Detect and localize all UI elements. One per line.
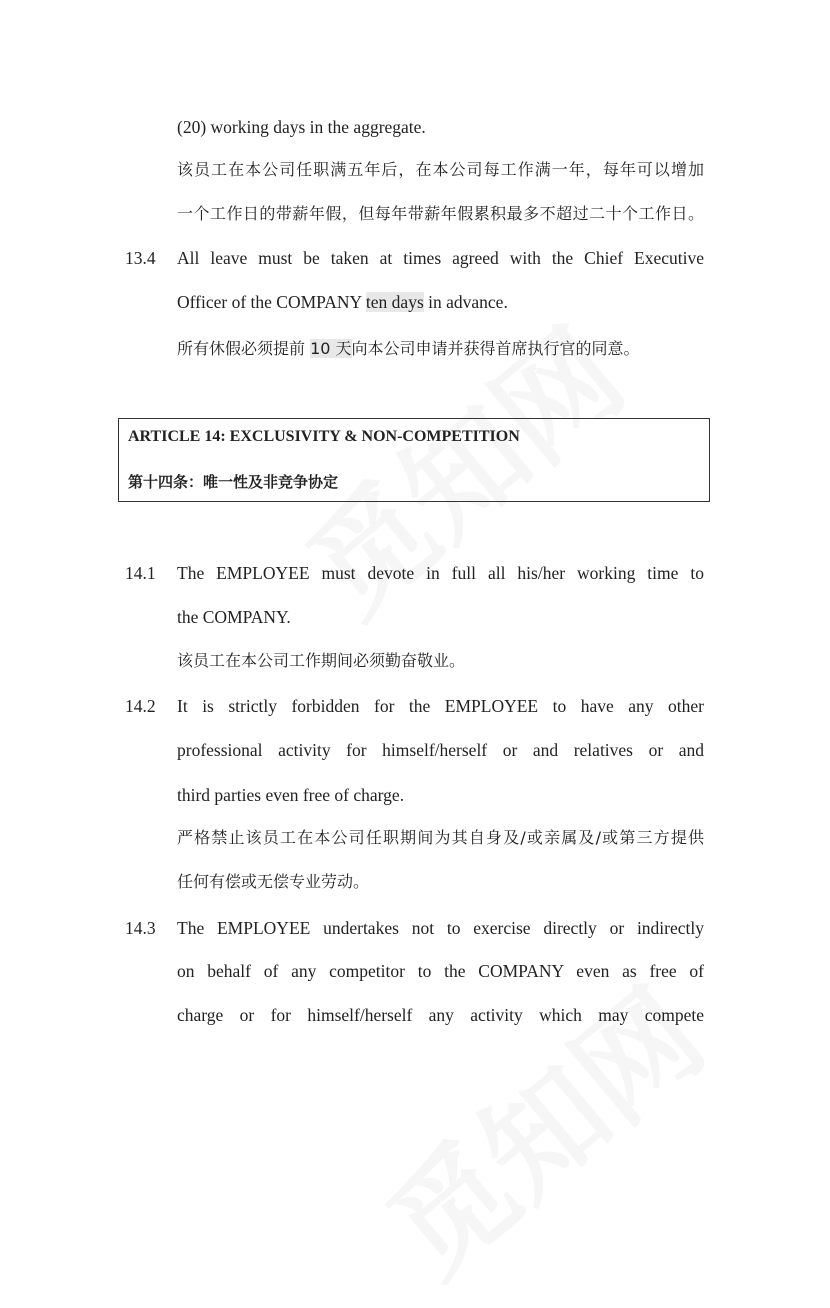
section-number: 14.3 xyxy=(125,918,156,938)
section-number: 14.1 xyxy=(125,563,156,583)
paragraph-line: The EMPLOYEE undertakes not to exercise directly or indirectly xyxy=(177,918,704,938)
watermark xyxy=(347,944,733,1307)
article-heading-box xyxy=(118,418,710,502)
paragraph-line: professional activity for himself/herself or and relatives or and xyxy=(177,740,704,760)
paragraph-line xyxy=(177,290,508,314)
text: in advance. xyxy=(423,292,508,312)
paragraph-line-cn: 该员工在本公司任职满五年后，在本公司每工作满一年，每年可以增加 xyxy=(177,160,704,179)
text: Officer of the COMPANY xyxy=(177,292,366,312)
article-title: ARTICLE 14: EXCLUSIVITY & NON-COMPETITION xyxy=(128,428,520,445)
highlighted-text: ten days xyxy=(365,292,424,312)
paragraph-line: charge or for himself/herself any activity which may compete xyxy=(177,1005,704,1025)
section-number: 13.4 xyxy=(125,248,156,268)
paragraph-line-cn xyxy=(177,337,640,361)
paragraph-line: third parties even free of charge. xyxy=(177,785,405,805)
paragraph-line-cn: 任何有偿或无偿专业劳动。 xyxy=(177,872,370,891)
paragraph-line: The EMPLOYEE must devote in full all his/her working time to xyxy=(177,563,704,583)
paragraph-line: on behalf of any competitor to the COMPANY even as free of xyxy=(177,961,704,981)
paragraph-line: It is strictly forbidden for the EMPLOYEE to have any other xyxy=(177,696,704,716)
text: 所有休假必须提前 xyxy=(177,339,311,358)
section-number: 14.2 xyxy=(125,696,156,716)
highlighted-text: 10 天 xyxy=(310,339,352,358)
paragraph-line: the COMPANY. xyxy=(177,607,291,627)
paragraph-line-cn: 该员工在本公司工作期间必须勤奋敬业。 xyxy=(177,651,466,670)
paragraph-line: (20) working days in the aggregate. xyxy=(177,117,426,137)
paragraph-line: All leave must be taken at times agreed with the Chief Executive xyxy=(177,248,704,268)
text: 向本公司申请并获得首席执行官的同意。 xyxy=(351,339,640,358)
paragraph-line-cn: 一个工作日的带薪年假，但每年带薪年假累积最多不超过二十个工作日。 xyxy=(177,204,704,223)
paragraph-line-cn: 严格禁止该员工在本公司任职期间为其自身及/或亲属及/或第三方提供 xyxy=(177,828,704,847)
article-title-cn: 第十四条：唯一性及非竞争协定 xyxy=(128,473,339,491)
